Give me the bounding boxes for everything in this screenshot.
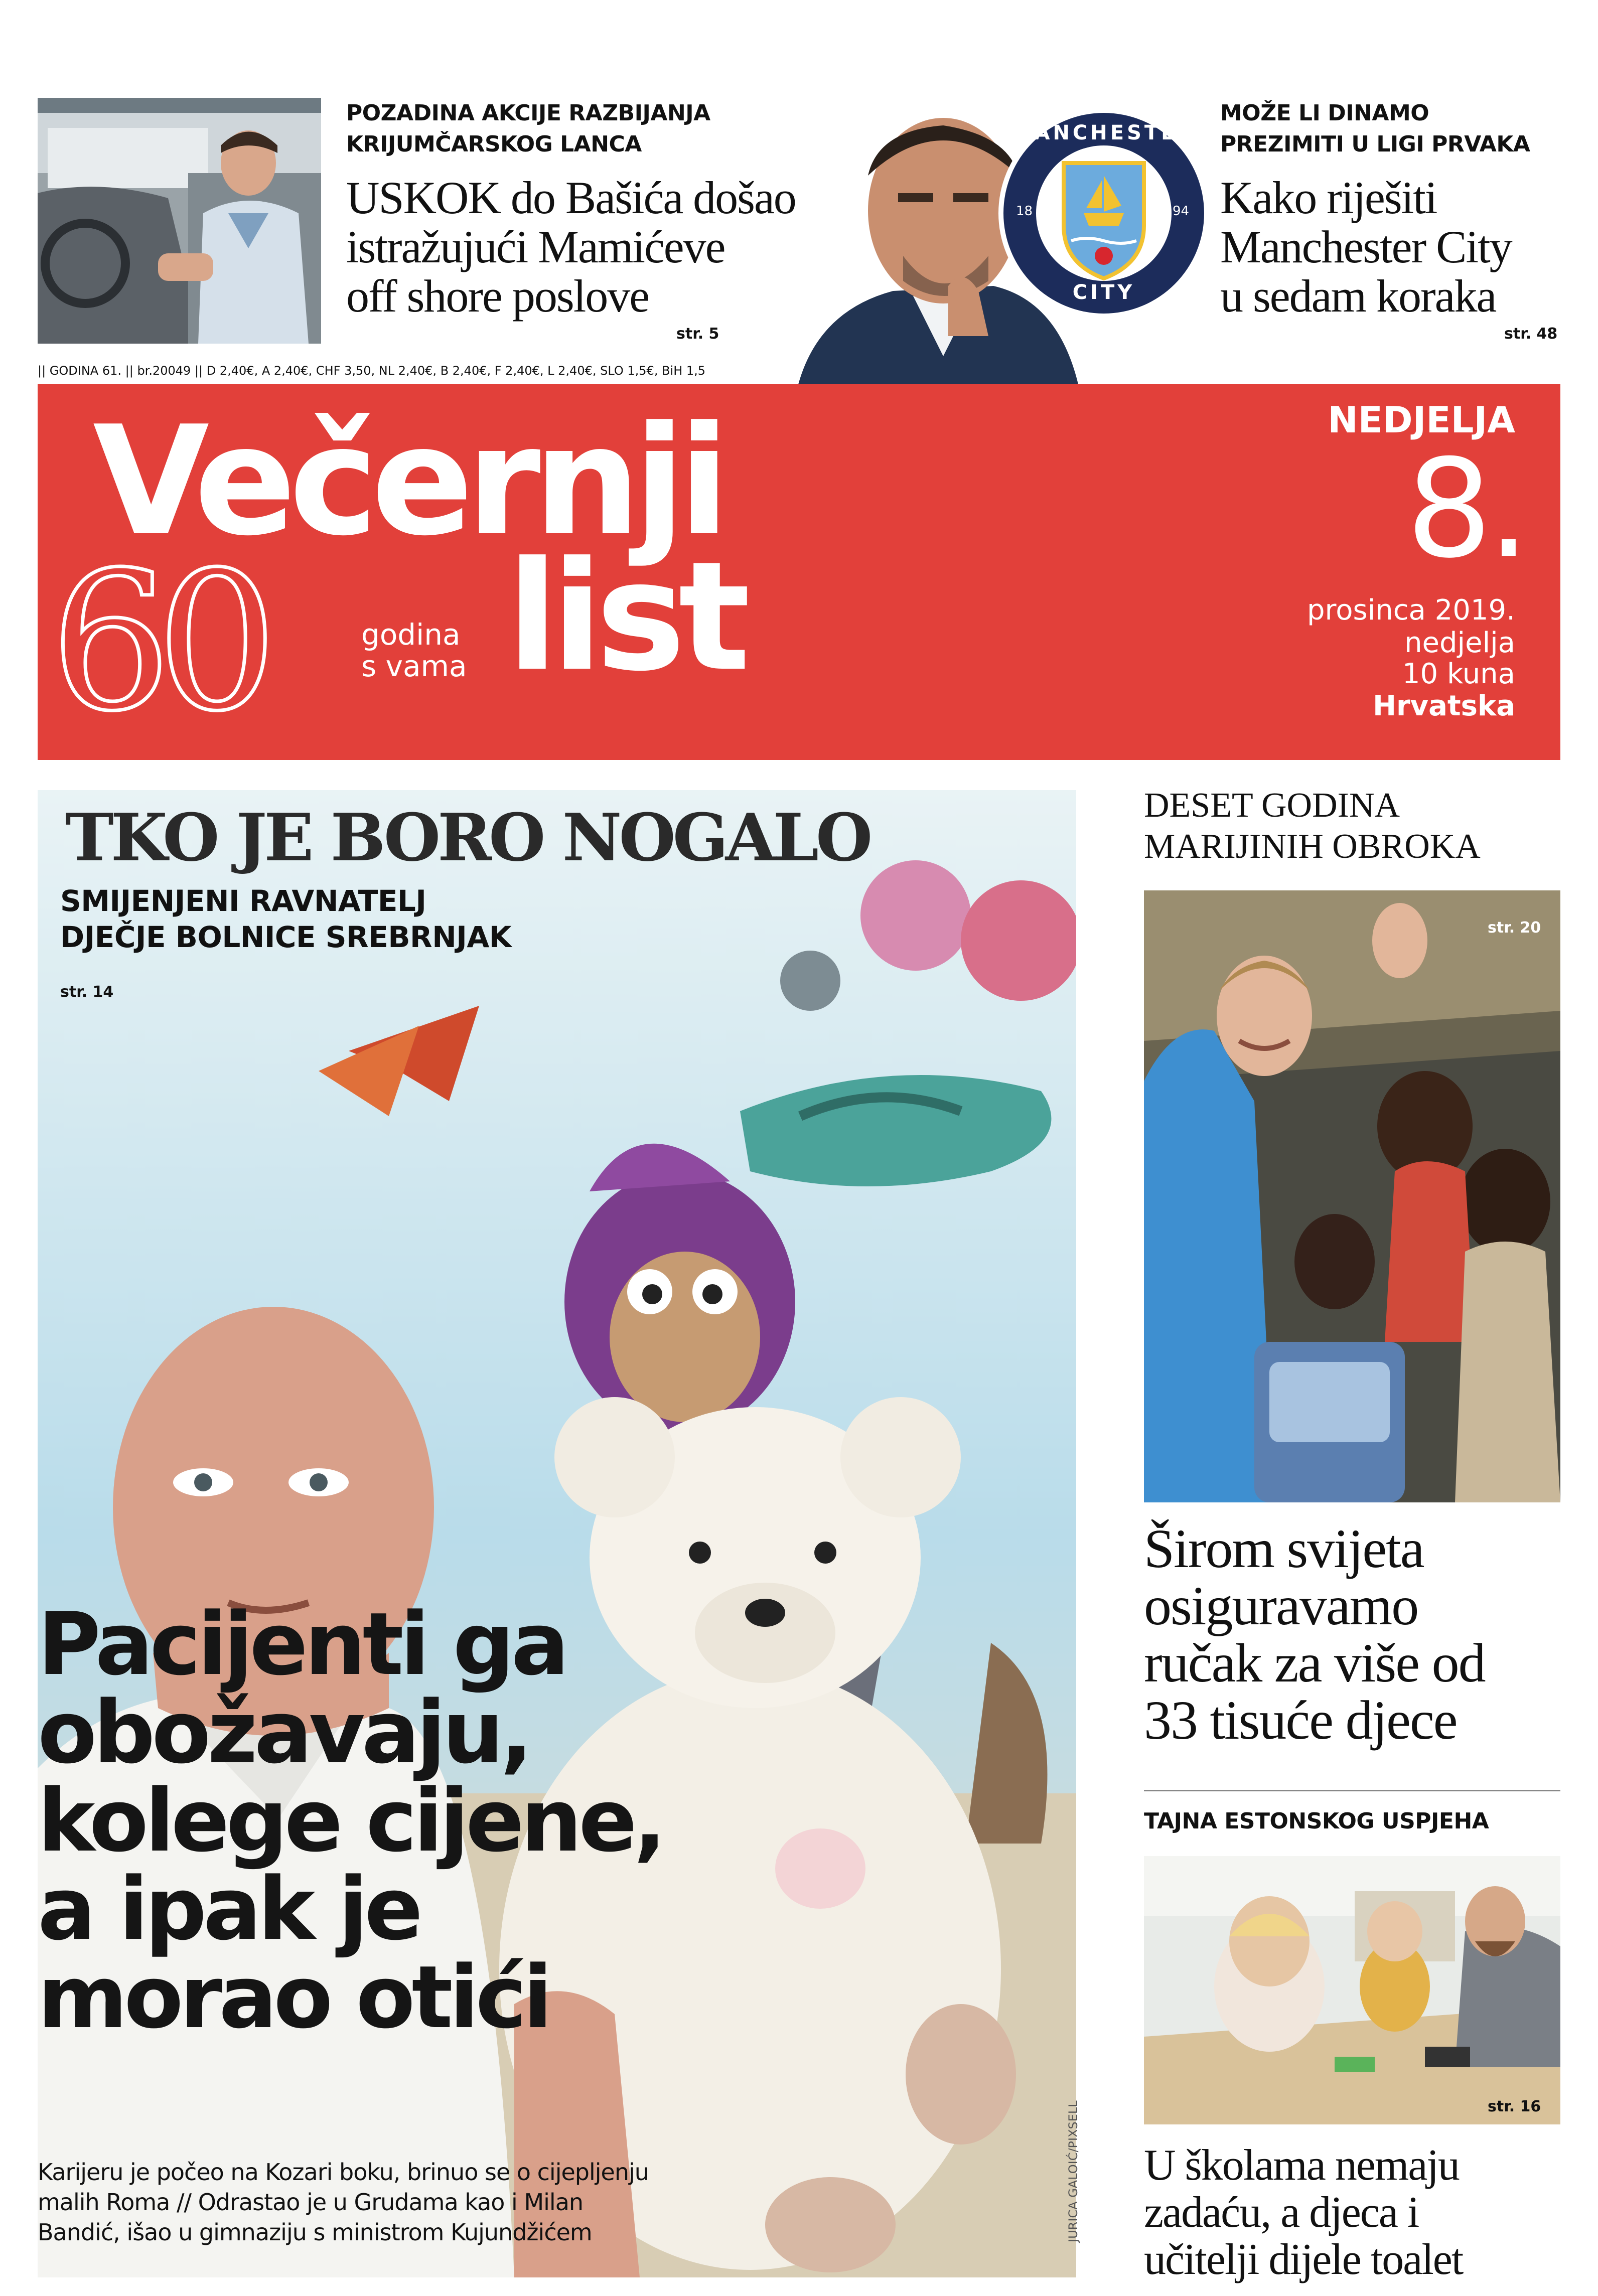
masthead-weekday: nedjelja — [1404, 627, 1515, 659]
price-strip: || GODINA 61. || br.20049 || D 2,40€, A 2,40€, CHF 3,50, NL 2,40€, B 2,40€, F 2,40€, L 2,40€, SLO 1,5€, BiH 1,5 — [38, 364, 706, 378]
lead-caption-line: Karijeru je počeo na Kozari boku, brinuo se o cijepljenju — [38, 2159, 649, 2186]
manchester-city-badge — [996, 105, 1212, 321]
teaser-right-kicker-line1: MOŽE LI DINAMO — [1220, 100, 1429, 126]
lead-caption — [38, 2157, 649, 2247]
masthead-name-line1[interactable]: Večernji — [93, 394, 723, 569]
lead-subtitle-line2: DJEČJE BOLNICE SREBRNJAK — [60, 920, 512, 954]
masthead-month-year: prosinca 2019. — [1306, 594, 1515, 627]
badge-text-bottom: CITY — [1072, 281, 1135, 304]
lead-subtitle-line1: SMIJENJENI RAVNATELJ — [60, 884, 426, 918]
badge-text-right: 94 — [1173, 204, 1190, 219]
side1-headline-line: osiguravamo — [1144, 1575, 1418, 1636]
teaser-right-headline-line: Kako riješiti — [1220, 172, 1437, 223]
lead-headline-line: kolege cijene, — [38, 1770, 663, 1871]
lead-headline-line: obožavaju, — [38, 1682, 530, 1783]
side2-headline-line: učitelji dijele toalet — [1144, 2235, 1463, 2284]
teaser-left-kicker — [346, 98, 710, 160]
masthead-edition: Hrvatska — [1373, 690, 1515, 722]
side1-kicker-line: MARIJINIH OBROKA — [1144, 827, 1481, 866]
lead-title[interactable]: TKO JE BORO NOGALO — [65, 799, 870, 876]
teaser-left-headline-line: istražujući Mamićeve — [346, 221, 725, 272]
teaser-right-kicker-line2: PREZIMITI U LIGI PRVAKA — [1220, 131, 1530, 157]
teaser-right-headline[interactable] — [1220, 173, 1512, 321]
side1-headline[interactable] — [1144, 1520, 1485, 1749]
side-divider — [1144, 1790, 1560, 1791]
side1-page: str. 20 — [1488, 919, 1541, 937]
anniversary-godina: godina — [361, 618, 461, 652]
anniversary-s-vama: s vama — [361, 649, 467, 683]
side2-kicker: TAJNA ESTONSKOG USPJEHA — [1144, 1808, 1489, 1834]
lead-headline-line: morao otići — [38, 1947, 549, 2048]
side2-page: str. 16 — [1488, 2098, 1541, 2115]
teaser-right-headline-line: u sedam koraka — [1220, 270, 1496, 322]
lead-headline[interactable] — [38, 1594, 663, 2048]
masthead-name-line2[interactable]: list — [507, 529, 744, 704]
lead-photo-credit: JURICA GALOIĆ/PIXSELL — [1066, 2100, 1080, 2242]
lead-headline-line: Pacijenti ga — [38, 1594, 566, 1695]
teaser-right-page: str. 48 — [1504, 325, 1558, 343]
side1-headline-line: Širom svijeta — [1144, 1518, 1424, 1579]
masthead-day: NEDJELJA — [1328, 399, 1515, 441]
badge-text-left: 18 — [1016, 204, 1033, 219]
badge-text-top: MANCHESTER — [1011, 121, 1197, 144]
lead-caption-line: Bandić, išao u gimnaziju s ministrom Kujundžićem — [38, 2219, 592, 2246]
side1-photo-children[interactable] — [1144, 890, 1560, 1502]
teaser-photo-car — [38, 98, 321, 344]
masthead-price: 10 kuna — [1402, 658, 1515, 690]
lead-page: str. 14 — [60, 983, 114, 1001]
side1-kicker-line: DESET GODINA — [1144, 786, 1400, 825]
teaser-left-kicker-line1: POZADINA AKCIJE RAZBIJANJA — [346, 100, 710, 126]
masthead-date-number: 8. — [1406, 430, 1525, 588]
lead-headline-line: a ipak je — [38, 1859, 419, 1959]
teaser-right-headline-line: Manchester City — [1220, 221, 1512, 272]
side1-kicker — [1144, 785, 1481, 867]
lead-subtitle — [60, 883, 511, 955]
teaser-left-headline-line: USKOK do Bašića došao — [346, 172, 796, 223]
side1-headline-line: ručak za više od — [1144, 1632, 1485, 1694]
teaser-left-kicker-line2: KRIJUMČARSKOG LANCA — [346, 131, 642, 157]
teaser-right-kicker — [1220, 98, 1530, 160]
side2-photo-classroom[interactable] — [1144, 1856, 1560, 2124]
teaser-left-headline-line: off shore poslove — [346, 270, 649, 322]
lead-photo-director-teddy[interactable] — [38, 790, 1076, 2277]
side2-headline-line: U školama nemaju — [1144, 2141, 1459, 2190]
anniversary-60: 60 — [50, 531, 263, 753]
teaser-left-page: str. 5 — [676, 325, 719, 343]
teaser-left-headline[interactable] — [346, 173, 796, 321]
side2-headline[interactable] — [1144, 2142, 1463, 2283]
side1-headline-line: 33 tisuće djece — [1144, 1690, 1457, 1751]
side2-headline-line: zadaću, a djeca i — [1144, 2188, 1419, 2237]
lead-caption-line: malih Roma // Odrastao je u Grudama kao i Milan — [38, 2189, 584, 2216]
